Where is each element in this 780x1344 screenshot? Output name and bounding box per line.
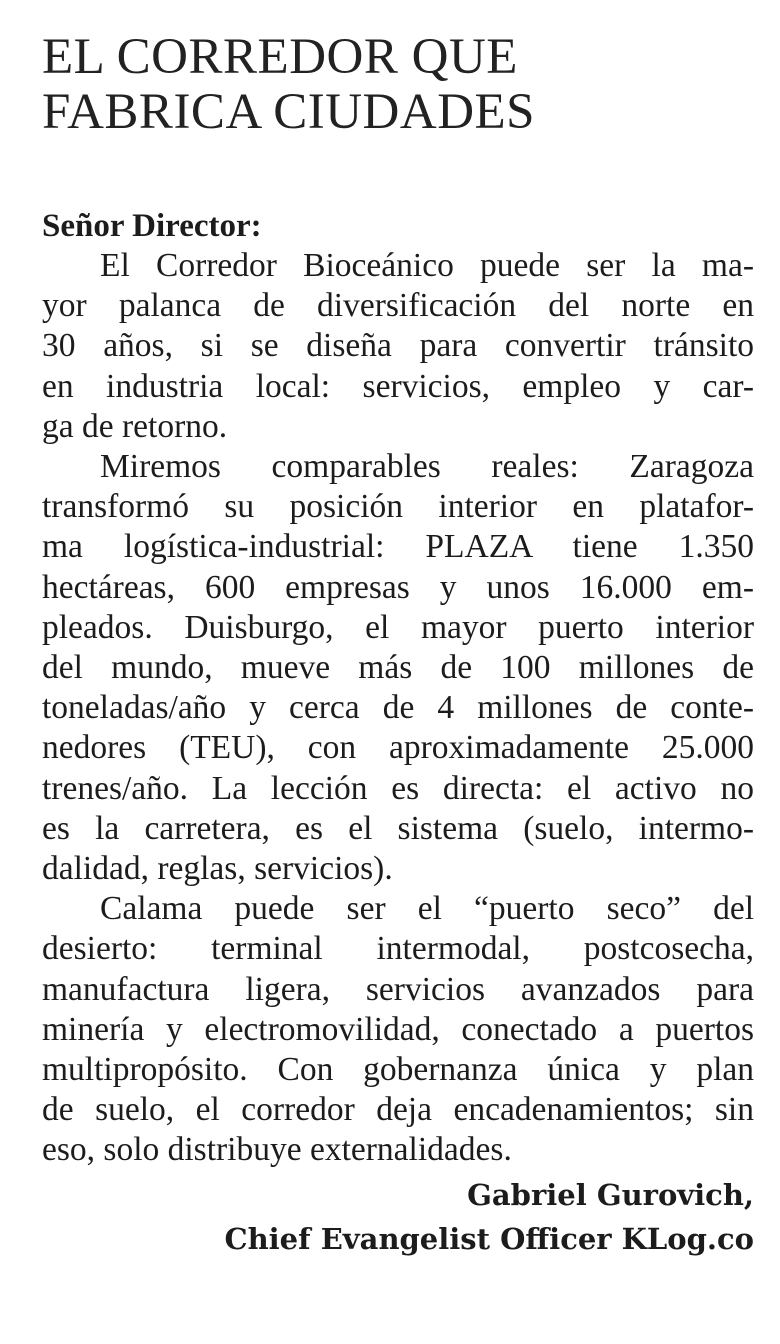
paragraph-1 bbox=[42, 246, 754, 447]
headline-line-2: FABRICA CIUDADES bbox=[42, 84, 536, 140]
body-line: manufactura ligera, servicios avanzados para bbox=[42, 970, 754, 1008]
body-line: hectáreas, 600 empresas y unos 16.000 em- bbox=[42, 568, 754, 606]
body-line: es la carretera, es el sistema (suelo, intermo- bbox=[42, 809, 754, 847]
body-line: multipropósito. Con gobernanza única y plan bbox=[42, 1051, 754, 1089]
body-line: toneladas/año y cerca de 4 millones de conte- bbox=[42, 689, 754, 727]
body-line: minería y electromovilidad, conectado a puertos bbox=[42, 1010, 754, 1048]
body-line: del mundo, mueve más de 100 millones de bbox=[42, 649, 754, 687]
body-line: en industria local: servicios, empleo y car- bbox=[42, 367, 754, 405]
signature-name: Gabriel Gurovich, bbox=[467, 1177, 754, 1212]
body-line: dalidad, reglas, servicios). bbox=[42, 850, 393, 888]
body-line: Calama puede ser el “puerto seco” del bbox=[100, 890, 754, 928]
body-line: de suelo, el corredor deja encadenamientos; sin bbox=[42, 1091, 754, 1129]
headline bbox=[42, 30, 754, 140]
paragraph-2 bbox=[42, 447, 754, 889]
signature bbox=[42, 1173, 754, 1261]
signature-title: Chief Evangelist Officer KLog.co bbox=[224, 1221, 754, 1256]
body-line: El Corredor Bioceánico puede ser la ma- bbox=[100, 247, 754, 284]
letter-page bbox=[42, 30, 754, 1261]
body-line: 30 años, si se diseña para convertir tránsito bbox=[42, 327, 754, 365]
body-line: desierto: terminal intermodal, postcosecha, bbox=[42, 930, 754, 968]
body-line: trenes/año. La lección es directa: el activo no bbox=[42, 769, 754, 807]
headline-line-1: EL CORREDOR QUE bbox=[42, 29, 518, 85]
body-line: ma logística-industrial: PLAZA tiene 1.350 bbox=[42, 528, 754, 566]
body-line: Miremos comparables reales: Zaragoza bbox=[100, 448, 754, 486]
body-line: nedores (TEU), con aproximadamente 25.000 bbox=[42, 729, 754, 767]
body-line: transformó su posición interior en platafor- bbox=[42, 488, 754, 526]
paragraph-3 bbox=[42, 889, 754, 1170]
body-line: yor palanca de diversificación del norte en bbox=[42, 287, 754, 325]
body-line: pleados. Duisburgo, el mayor puerto interior bbox=[42, 608, 754, 646]
salutation: Señor Director: bbox=[42, 208, 262, 244]
body-line: eso, solo distribuye externalidades. bbox=[42, 1131, 512, 1169]
body-line: ga de retorno. bbox=[42, 407, 228, 445]
